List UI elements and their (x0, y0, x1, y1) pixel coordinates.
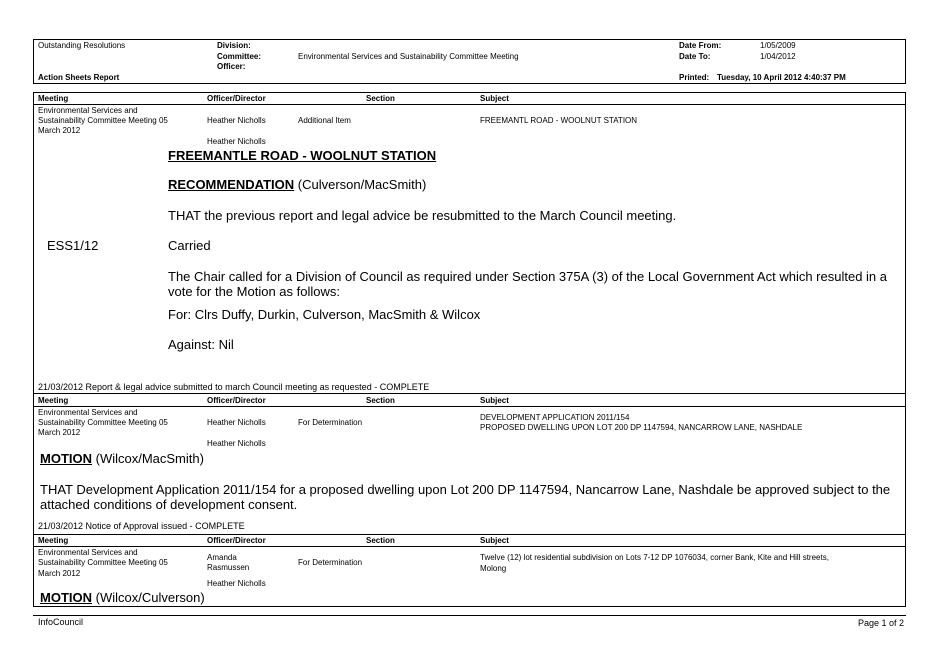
record-meeting-line: March 2012 (38, 428, 81, 437)
record-officer: Heather Nicholls (207, 439, 266, 448)
motion-label: MOTION (40, 451, 92, 466)
outstanding-resolutions-title: Outstanding Resolutions (38, 41, 126, 50)
date-to-label: Date To: (679, 52, 711, 61)
record-meeting-line: Sustainability Committee Meeting 05 (38, 116, 168, 125)
record-meeting-line: Sustainability Committee Meeting 05 (38, 418, 168, 427)
record-section: For Determination (298, 418, 363, 427)
column-header-section: Section (366, 396, 395, 405)
date-from-label: Date From: (679, 41, 722, 50)
record-divider (33, 393, 906, 394)
motion-line (40, 451, 204, 466)
column-header-officer: Officer/Director (207, 396, 266, 405)
motion-line (40, 590, 205, 605)
record-officer: Heather Nicholls (207, 418, 266, 427)
division-label: Division: (217, 41, 251, 50)
vote-against: Against: Nil (168, 337, 234, 352)
record-subject: DEVELOPMENT APPLICATION 2011/154 (480, 413, 630, 422)
recommendation-movers: (Culverson/MacSmith) (294, 177, 427, 192)
report-name: Action Sheets Report (38, 73, 120, 82)
record-officer: Amanda (207, 553, 237, 562)
record-meeting-line: Sustainability Committee Meeting 05 (38, 558, 168, 567)
column-header-officer: Officer/Director (207, 536, 266, 545)
vote-for: For: Clrs Duffy, Durkin, Culverson, MacSmith & Wilcox (168, 307, 481, 322)
column-header-subject: Subject (480, 536, 509, 545)
record-meeting-line: March 2012 (38, 569, 81, 578)
column-header-officer: Officer/Director (207, 94, 266, 103)
record-divider (33, 534, 906, 535)
action-status: 21/03/2012 Report & legal advice submitted to march Council meeting as requested - COMPLETE (38, 382, 430, 392)
record-section: Additional Item (298, 116, 351, 125)
record-officer: Rasmussen (207, 563, 250, 572)
column-header-subject: Subject (480, 396, 509, 405)
committee-value: Environmental Services and Sustainability Committee Meeting (298, 52, 519, 61)
column-header-section: Section (366, 536, 395, 545)
record-officer: Heather Nicholls (207, 579, 266, 588)
resolution-text: THAT Development Application 2011/154 for a proposed dwelling upon Lot 200 DP 1147594, Nancarrow Lane, Nashdale be approved subject to the attached conditions of development consent. (40, 482, 891, 512)
record-subject: FREEMANTL ROAD - WOOLNUT STATION (480, 116, 638, 125)
record-officer: Heather Nicholls (207, 137, 266, 146)
column-header-meeting: Meeting (38, 94, 69, 103)
motion-movers: (Wilcox/Culverson) (92, 590, 205, 605)
officer-label: Officer: (217, 62, 246, 71)
column-header-meeting: Meeting (38, 396, 69, 405)
record-meeting-line: Environmental Services and (38, 408, 138, 417)
motion-label: MOTION (40, 590, 92, 605)
recommendation-label: RECOMMENDATION (168, 177, 295, 192)
page-number: Page 1 of 2 (858, 618, 905, 628)
record-subject: Molong (480, 564, 507, 573)
footer-rule (33, 615, 906, 616)
committee-label: Committee: (217, 52, 262, 61)
column-header-meeting: Meeting (38, 536, 69, 545)
printed-label: Printed: (679, 73, 710, 82)
record-subject: Twelve (12) lot residential subdivision on Lots 7-12 DP 1076034, corner Bank, Kite and Hill streets, (480, 553, 829, 562)
date-from-value: 1/05/2009 (760, 41, 796, 50)
record-meeting-line: Environmental Services and (38, 548, 138, 557)
record-section: For Determination (298, 558, 363, 567)
record-meeting-line: Environmental Services and (38, 106, 138, 115)
recommendation-line (168, 177, 426, 192)
header-divider (33, 546, 906, 547)
resolution-reference: ESS1/12 (47, 238, 99, 253)
date-to-value: 1/04/2012 (760, 52, 796, 61)
header-divider (33, 104, 906, 105)
division-text: The Chair called for a Division of Council as required under Section 375A (3) of the Local Government Act which resulted in a vote for the Motion as follows: (168, 269, 887, 299)
item-heading: FREEMANTLE ROAD - WOOLNUT STATION (168, 148, 437, 163)
resolution-text: THAT the previous report and legal advice be resubmitted to the March Council meeting. (168, 208, 677, 223)
column-header-subject: Subject (480, 94, 509, 103)
motion-movers: (Wilcox/MacSmith) (92, 451, 204, 466)
carried-text: Carried (168, 238, 211, 253)
record-officer: Heather Nicholls (207, 116, 266, 125)
record-subject: PROPOSED DWELLING UPON LOT 200 DP 1147594, NANCARROW LANE, NASHDALE (480, 423, 803, 432)
header-divider (33, 406, 906, 407)
record-meeting-line: March 2012 (38, 126, 81, 135)
action-status: 21/03/2012 Notice of Approval issued - COMPLETE (38, 521, 245, 531)
printed-value: Tuesday, 10 April 2012 4:40:37 PM (717, 73, 846, 82)
footer-brand: InfoCouncil (38, 617, 84, 627)
column-header-section: Section (366, 94, 395, 103)
